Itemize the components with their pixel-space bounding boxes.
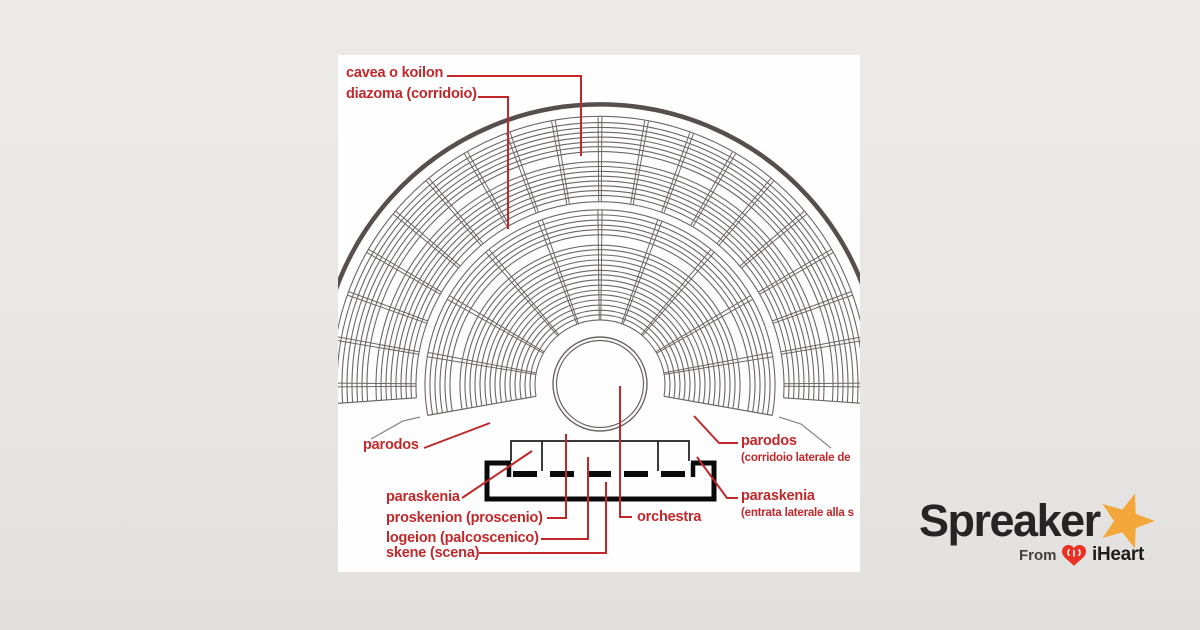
iheart-icon	[1058, 542, 1090, 569]
label-paraskenia-right-subtitle: (entrata laterale alla s	[741, 507, 854, 519]
label-parodos-right-subtitle: (corridoio laterale de	[741, 452, 851, 464]
label-paraskenia-left: paraskenia	[386, 489, 460, 505]
label-diazoma: diazoma (corridoio)	[346, 86, 477, 102]
label-paraskenia-right	[741, 489, 854, 520]
label-orchestra: orchestra	[637, 509, 702, 525]
iheart-wordmark: iHeart	[1092, 544, 1145, 565]
label-proskenion: proskenion (proscenio)	[386, 510, 543, 526]
label-skene: skene (scena)	[386, 545, 480, 561]
label-logeion: logeion (palcoscenico)	[386, 530, 539, 546]
label-paraskenia-right-title: paraskenia	[741, 488, 815, 504]
label-parodos-left: parodos	[363, 437, 419, 453]
label-parodos-right	[741, 434, 850, 465]
spreaker-wordmark: Spreaker	[919, 495, 1100, 546]
diagram-panel	[338, 55, 860, 572]
from-label: From	[1019, 547, 1057, 564]
label-cavea: cavea o koilon	[346, 65, 444, 81]
label-parodos-right-title: parodos	[741, 433, 797, 449]
star-icon	[1094, 493, 1158, 551]
